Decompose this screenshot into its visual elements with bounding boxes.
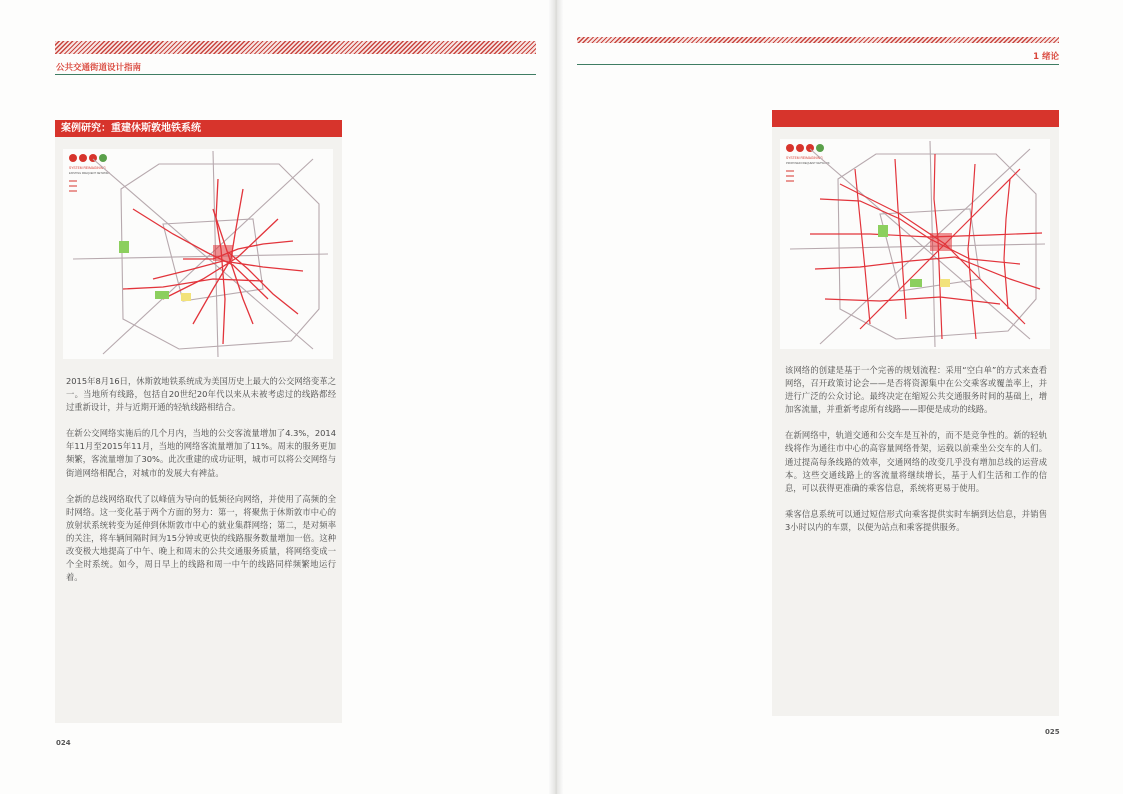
case-study-bar bbox=[772, 110, 1059, 127]
proposed-network-map bbox=[780, 139, 1050, 349]
page-number-left: 024 bbox=[56, 739, 71, 747]
map-legend-swatches bbox=[69, 181, 77, 191]
map-legend-swatches bbox=[786, 171, 794, 181]
right-paragraph-3: 乘客信息系统可以通过短信形式向乘客提供实时车辆到达信息，并销售3小时以内的车票，以便为站点和乘客提供服务。 bbox=[785, 508, 1047, 532]
map-downtown-hub bbox=[930, 233, 952, 251]
map-legend-icons bbox=[69, 154, 107, 162]
proposed-network-map-graphic bbox=[780, 139, 1050, 349]
right-paragraph-2: 在新网络中，轨道交通和公交车是互补的，而不是竞争性的。新的轻轨线将作为通往市中心的高容量网络骨架，运载以前乘坐公交车的人们。通过提高每条线路的效率，交通网络的改变几乎没有增加总线的运营成本。这些交通线路上的客流量将继续增长，基于人们生活和工作的信息，可以获得更准确的乘客信息，系统将更易于使用。 bbox=[785, 430, 1047, 493]
map-transit-lines bbox=[123, 179, 303, 344]
map-caption-title: SYSTEM REIMAGINING bbox=[786, 156, 823, 160]
map-highway-ring bbox=[73, 151, 328, 357]
map-downtown-hub bbox=[213, 245, 233, 261]
left-paragraph-1: 2015年8月16日，休斯敦地铁系统成为美国历史上最大的公交网络变革之一。当地所有线路，包括自20世纪20年代以来从未被考虑过的线路都经过重新设计，并与近期开通的轻轨线路相结合。 bbox=[66, 376, 336, 413]
existing-network-map-graphic bbox=[63, 149, 333, 359]
map-legend-icons bbox=[786, 144, 824, 152]
case-study-panel-continued bbox=[772, 110, 1059, 716]
existing-network-map bbox=[63, 149, 333, 359]
left-paragraph-2: 在新公交网络实施后的几个月内，当地的公交客流量增加了4.3%，2014年11月至2015年11月，当地的网络客流量增加了11%。周末的服务更加频繁，客流量增加了30%。此次重建的成功证明，城市可以将公交网络与街道网络相配合，对城市的发展大有裨益。 bbox=[66, 428, 336, 478]
header-rule-left bbox=[55, 74, 536, 75]
header-hatch-band bbox=[55, 41, 536, 54]
left-body-text bbox=[66, 375, 336, 597]
header-hatch-band-right bbox=[577, 37, 1059, 43]
book-gutter bbox=[549, 0, 563, 794]
right-body-text bbox=[785, 364, 1047, 547]
case-study-title: 案例研究：重建休斯敦地铁系统 bbox=[55, 120, 342, 137]
left-paragraph-3: 全新的总线网络取代了以峰值为导向的低频径向网络，并使用了高频的全时网络。这一变化基于两个方面的努力：第一，将聚焦于休斯敦市中心的放射状系统转变为延伸到休斯敦市中心的就业集群网络；第二，是对频率的关注，将车辆间隔时间为15分钟或更快的线路服务数量增加一倍。这种改变极大地提高了中午、晚上和周末的公共交通服务质量，将网络变成一个全时系统。如今，周日早上的线路和周一中午的线路同样频繁地运行着。 bbox=[66, 493, 336, 583]
running-head-left: 公共交通街道设计指南 bbox=[56, 63, 142, 73]
page-number-right: 025 bbox=[1045, 728, 1060, 736]
header-rule-right bbox=[577, 64, 1059, 65]
right-paragraph-1: 该网络的创建是基于一个完善的规划流程：采用“空白单”的方式来查看网络，召开政策讨论会——是否将资源集中在公交乘客或覆盖率上，并进行广泛的公众讨论。最终决定在缩短公共交通服务时间的基础上，增加客流量，并重新考虑所有线路——即便是成功的线路。 bbox=[785, 365, 1047, 415]
running-head-right: 1 绪论 bbox=[1033, 52, 1059, 62]
map-caption-subtitle: EXISTING FREQUENT NETWORK bbox=[69, 172, 111, 175]
map-caption-title: SYSTEM REIMAGINING bbox=[69, 166, 106, 170]
map-caption-subtitle: PROPOSED FREQUENT NETWORK bbox=[786, 162, 830, 165]
map-highway-ring bbox=[790, 141, 1045, 347]
